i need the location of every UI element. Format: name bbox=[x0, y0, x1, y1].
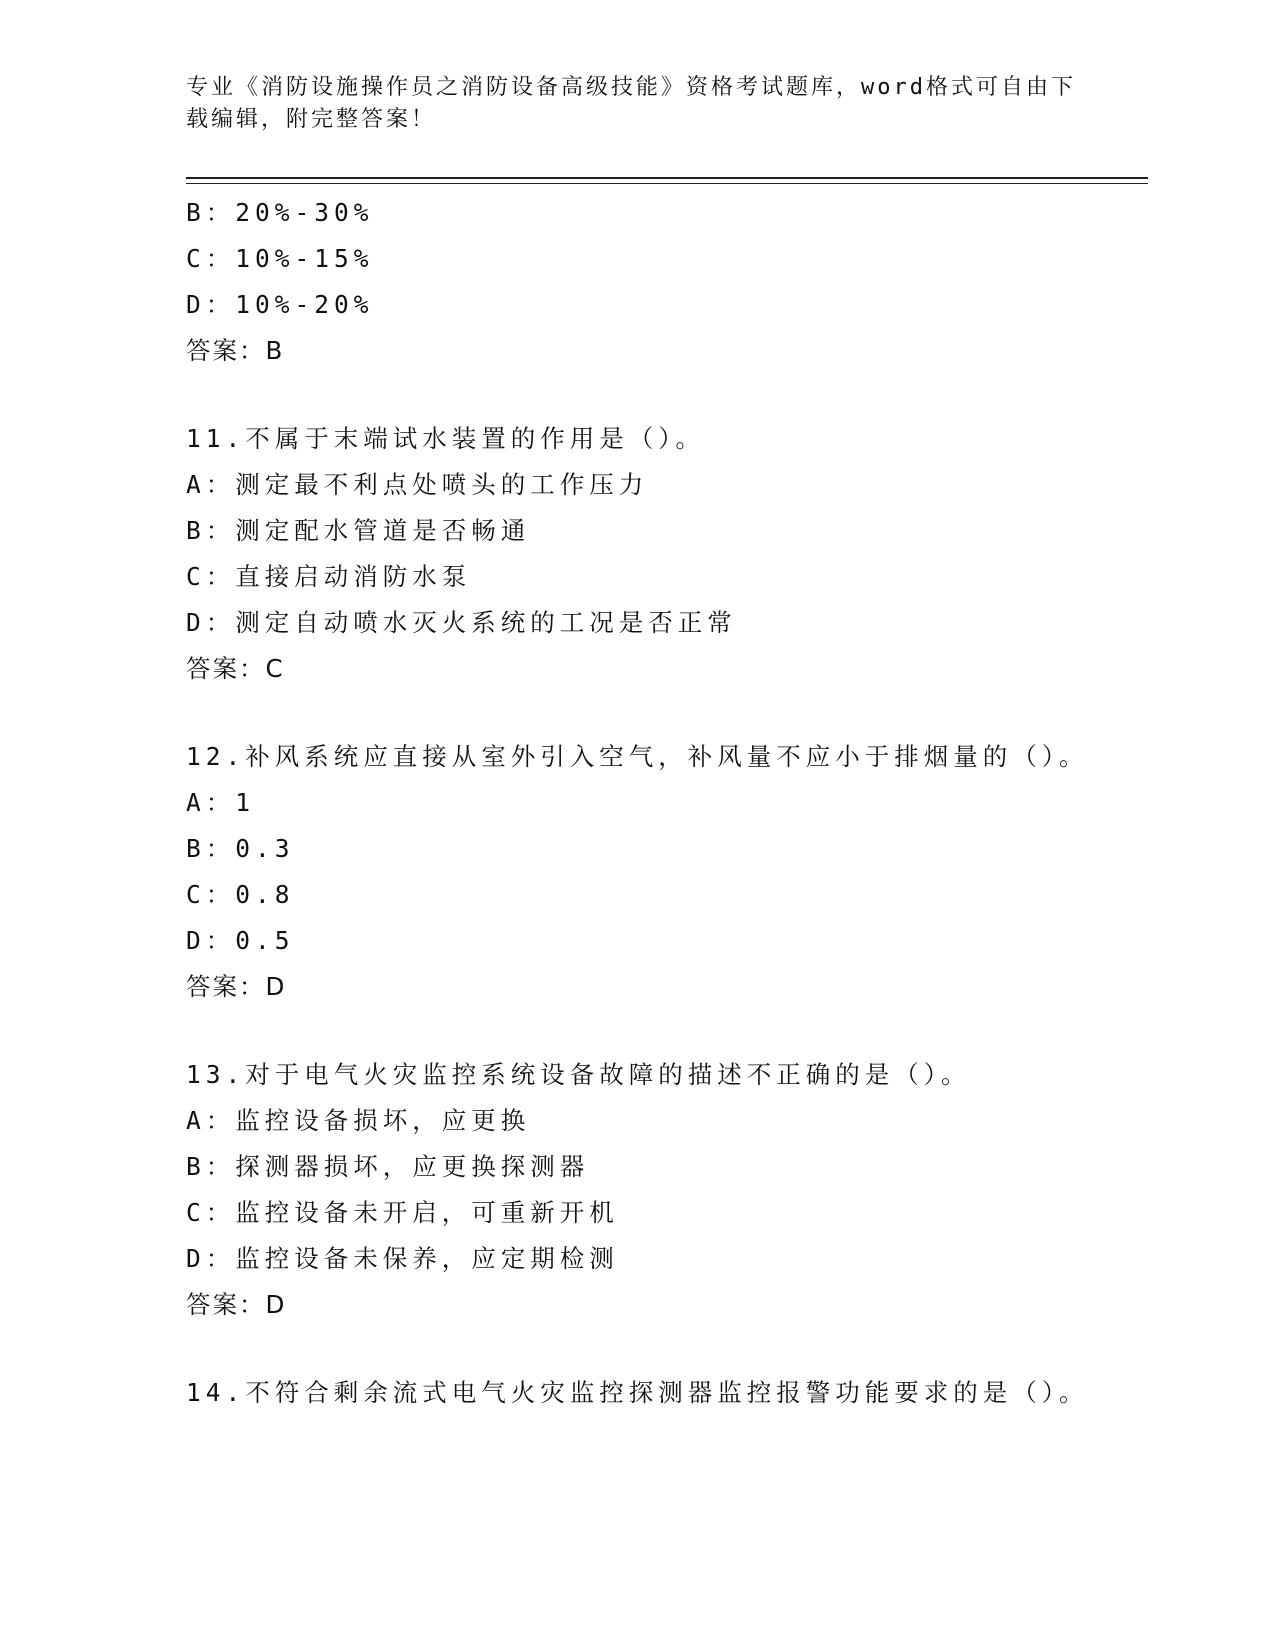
answer: 答案：C bbox=[186, 654, 285, 683]
option-d: D：测定自动喷水灭火系统的工况是否正常 bbox=[186, 608, 737, 637]
question-block-13 bbox=[186, 1052, 1186, 1328]
option-c: C：监控设备未开启，可重新开机 bbox=[186, 1198, 619, 1227]
option-d: D：10%-20% bbox=[186, 290, 374, 319]
header-line-2: 载编辑，附完整答案！ bbox=[186, 107, 437, 132]
question-block-11 bbox=[186, 416, 1186, 692]
option-b: B：探测器损坏，应更换探测器 bbox=[186, 1152, 590, 1181]
answer: 答案：B bbox=[186, 336, 285, 365]
option-c: C：直接启动消防水泵 bbox=[186, 562, 472, 591]
spacer bbox=[186, 692, 1186, 734]
header-line-1: 专业《消防设施操作员之消防设备高级技能》资格考试题库，word格式可自由下 bbox=[186, 75, 1076, 100]
spacer bbox=[186, 1010, 1186, 1052]
option-a: A：测定最不利点处喷头的工作压力 bbox=[186, 470, 649, 499]
answer: 答案：D bbox=[186, 1290, 287, 1319]
question-block-12 bbox=[186, 734, 1186, 1010]
option-c: C：0.8 bbox=[186, 880, 295, 909]
option-b: B：测定配水管道是否畅通 bbox=[186, 516, 531, 545]
option-b: B：0.3 bbox=[186, 834, 295, 863]
answer: 答案：D bbox=[186, 972, 287, 1001]
question-stem: 14.不符合剩余流式电气火灾监控探测器监控报警功能要求的是（）。 bbox=[186, 1378, 1089, 1407]
option-c: C：10%-15% bbox=[186, 244, 374, 273]
header-divider-thick bbox=[186, 177, 1148, 179]
option-a: A：1 bbox=[186, 788, 256, 817]
option-b: B：20%-30% bbox=[186, 198, 374, 227]
option-d: D：0.5 bbox=[186, 926, 295, 955]
spacer bbox=[186, 374, 1186, 416]
document-header bbox=[186, 72, 1086, 136]
question-stem: 13.对于电气火灾监控系统设备故障的描述不正确的是（）。 bbox=[186, 1060, 971, 1089]
question-block-14 bbox=[186, 1370, 1186, 1416]
question-stem: 11.不属于末端试水装置的作用是（）。 bbox=[186, 424, 705, 453]
question-block-partial bbox=[186, 190, 1186, 374]
question-list bbox=[186, 190, 1186, 1416]
header-divider-thin bbox=[186, 183, 1148, 184]
option-d: D：监控设备未保养，应定期检测 bbox=[186, 1244, 619, 1273]
question-stem: 12.补风系统应直接从室外引入空气，补风量不应小于排烟量的（）。 bbox=[186, 742, 1089, 771]
option-a: A：监控设备损坏，应更换 bbox=[186, 1106, 531, 1135]
spacer bbox=[186, 1328, 1186, 1370]
